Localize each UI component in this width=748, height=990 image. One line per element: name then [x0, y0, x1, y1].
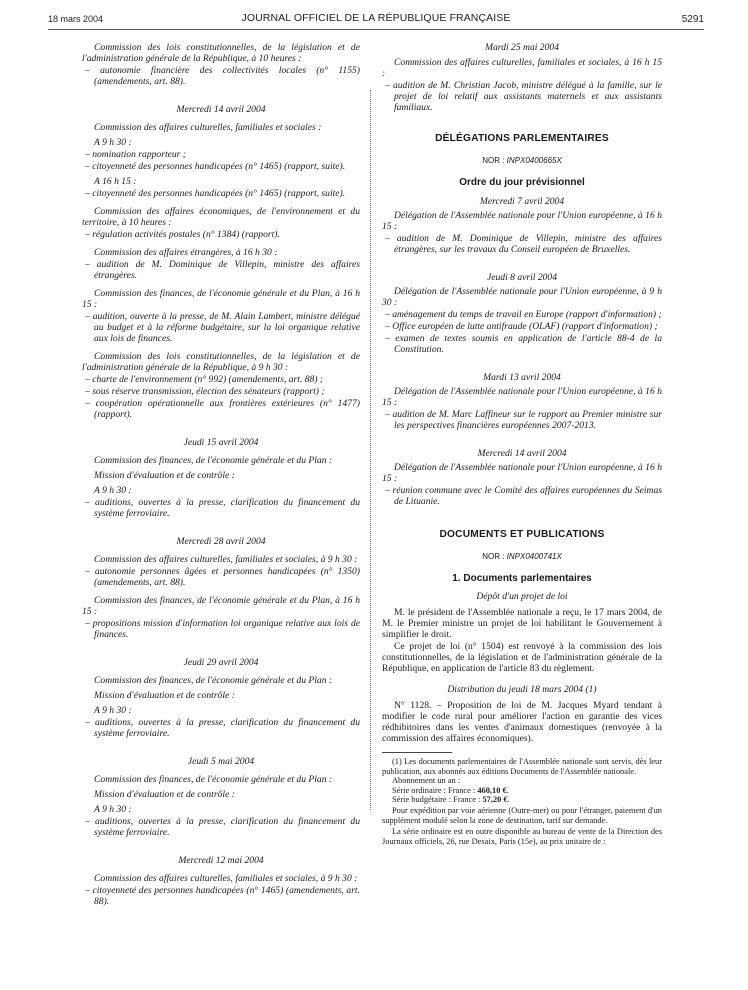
price-label: Série budgétaire : France :	[392, 795, 481, 805]
session-paragraph: Commission des affaires étrangères, à 16 h 30 :	[94, 247, 278, 258]
page-number: 5291	[681, 14, 704, 25]
agenda-item: – audition de M. Christian Jacob, ministre délégué à la famille, sur le projet de loi relatif aux assistants maternels et aux assistants familiaux.	[385, 80, 662, 113]
agenda-item: – autonomie personnes âgées et personnes handicapées (n° 1350) (amendements, art. 88).	[85, 566, 360, 588]
nor-code: INPX0400741X	[506, 552, 562, 561]
page-header	[48, 12, 704, 30]
nor-code: INPX0400665X	[506, 156, 562, 165]
agenda-item: – audition de M. Dominique de Villepin, ministre des affaires étrangères.	[85, 259, 360, 281]
body-paragraph: N° 1128. – Proposition de loi de M. Jacques Myard tendant à modifier le code rural pour améliorer l'action en garantie des vices rédhibitoires dans les ventes d'animaux domestiques (renvoyée à la commission des affaires économiques).	[382, 700, 662, 744]
agenda-item: – aménagement du temps de travail en Europe (rapport d'information) ;	[385, 309, 662, 320]
session-paragraph: Délégation de l'Assemblée nationale pour l'Union européenne, à 16 h 15 :	[382, 462, 662, 484]
agenda-item: – régulation activités postales (n° 1384) (rapport).	[85, 229, 280, 240]
session-paragraph: Commission des finances, de l'économie générale et du Plan :	[94, 455, 333, 466]
agenda-item: – audition de M. Dominique de Villepin, ministre des affaires étrangères, sur les travaux du Conseil européen de Bruxelles.	[385, 233, 662, 255]
session-time: A 9 h 30 :	[94, 137, 132, 148]
footnote-price-line: Série ordinaire : France : 460,10 €.	[392, 785, 509, 795]
agenda-item: – coopération opérationnelle aux frontières extérieures (n° 1477) (rapport).	[85, 398, 360, 420]
sub-subheading: Distribution du jeudi 18 mars 2004 (1)	[447, 684, 597, 695]
session-paragraph: Délégation de l'Assemblée nationale pour l'Union européenne, à 16 h 15 :	[382, 386, 662, 408]
footnote-text: La série ordinaire est en outre disponible au bureau de vente de la Direction des Journaux officiels, 26, rue Desaix, Paris (15e), au prix unitaire de :	[382, 827, 662, 846]
session-time: A 16 h 15 :	[94, 176, 137, 187]
agenda-item: – citoyenneté des personnes handicapées (n° 1465) (rapport, suite).	[85, 188, 346, 199]
left-column	[82, 42, 360, 907]
body-paragraph: M. le président de l'Assemblée nationale a reçu, le 17 mars 2004, de M. le Premier ministre un projet de loi habilitant le Gouvernement à simplifier le droit.	[382, 607, 662, 640]
section-heading-documents: DOCUMENTS ET PUBLICATIONS	[439, 529, 605, 540]
agenda-item: – citoyenneté des personnes handicapées (n° 1465) (amendements, art. 88).	[85, 885, 360, 907]
nor-reference	[382, 155, 662, 166]
footnote-text: (1) Les documents parlementaires de l'Assemblée nationale sont servis, dès leur publication, aux abonnés aux éditions Documents de l'Assemblée nationale.	[382, 757, 662, 776]
day-heading: Mercredi 14 avril 2004	[477, 448, 567, 459]
session-paragraph: Délégation de l'Assemblée nationale pour l'Union européenne, à 9 h 30 :	[382, 286, 662, 308]
session-time: A 9 h 30 :	[94, 485, 132, 496]
day-heading: Jeudi 5 mai 2004	[187, 756, 255, 767]
agenda-item: – auditions, ouvertes à la presse, clarification du financement du système ferroviaire.	[85, 816, 360, 838]
agenda-item: – audition, ouverte à la presse, de M. Alain Lambert, ministre délégué au budget et à la réforme budgétaire, sur la loi organique relative aux lois de finances.	[85, 311, 360, 344]
day-heading: Mercredi 28 avril 2004	[176, 536, 266, 547]
session-paragraph: Commission des affaires culturelles, familiales et sociales, à 9 h 30 :	[94, 873, 358, 884]
footnote-rule	[382, 752, 452, 753]
nor-label: NOR :	[482, 552, 505, 561]
agenda-item: – auditions, ouvertes à la presse, clarification du financement du système ferroviaire.	[85, 717, 360, 739]
agenda-item: – réunion commune avec le Comité des affaires européennes du Seimas de Lituanie.	[385, 485, 662, 507]
footnote-text: Pour expédition par voie aérienne (Outre-mer) ou pour l'étranger, paiement d'un supplément modulé selon la zone de destination, tarif sur demande.	[382, 805, 662, 825]
price-value: 460,10 €	[477, 785, 507, 795]
session-paragraph: Commission des affaires culturelles, familiales et sociales, à 16 h 15 :	[382, 57, 662, 79]
day-heading: Mercredi 12 mai 2004	[178, 855, 264, 866]
session-subtitle: Mission d'évaluation et de contrôle :	[94, 690, 235, 701]
header-rule	[48, 29, 704, 30]
right-column	[382, 42, 662, 846]
session-paragraph: Commission des finances, de l'économie générale et du Plan :	[94, 675, 333, 686]
session-subtitle: Mission d'évaluation et de contrôle :	[94, 789, 235, 800]
agenda-item: – audition de M. Marc Laffineur sur le rapport au Premier ministre sur les perspectives financières européennes 2007-2013.	[385, 409, 662, 431]
session-paragraph: Commission des finances, de l'économie générale et du Plan, à 16 h 15 :	[82, 288, 360, 310]
column-divider	[370, 90, 371, 810]
session-paragraph: Commission des lois constitutionnelles, de la législation et de l'administration générale de la République, à 10 heures :	[82, 42, 360, 64]
day-heading: Jeudi 8 avril 2004	[486, 272, 558, 283]
session-paragraph: Commission des affaires culturelles, familiales et sociales :	[94, 122, 322, 133]
nor-reference	[382, 551, 662, 562]
nor-label: NOR :	[482, 156, 505, 165]
agenda-item: – autonomie financière des collectivités locales (n° 1155) (amendements, art. 88).	[85, 65, 360, 87]
body-paragraph: Ce projet de loi (n° 1504) est renvoyé à la commission des lois constitutionnelles, de la législation et de l'administration générale de la République, en application de l'article 83 du règlement.	[382, 641, 662, 674]
agenda-item: – charte de l'environnement (n° 992) (amendements, art. 88) ;	[85, 374, 324, 385]
section-heading-delegations: DÉLÉGATIONS PARLEMENTAIRES	[435, 133, 609, 144]
journal-title: JOURNAL OFFICIEL DE LA RÉPUBLIQUE FRANÇAISE	[241, 12, 511, 24]
session-paragraph: Commission des affaires culturelles, familiales et sociales, à 9 h 30 :	[94, 554, 358, 565]
agenda-item: – citoyenneté des personnes handicapées (n° 1465) (rapport, suite).	[85, 161, 346, 172]
sub-subheading: Dépôt d'un projet de loi	[476, 591, 568, 602]
subsection-heading: Ordre du jour prévisionnel	[459, 177, 585, 188]
agenda-item: – Office européen de lutte antifraude (OLAF) (rapport d'information) ;	[385, 321, 658, 332]
session-paragraph: Commission des finances, de l'économie générale et du Plan, à 16 h 15 :	[82, 595, 360, 617]
agenda-item: – sous réserve transmission, élection des sénateurs (rapport) ;	[85, 386, 325, 397]
subsection-heading: 1. Documents parlementaires	[452, 573, 592, 584]
day-heading: Mardi 13 avril 2004	[483, 372, 561, 383]
agenda-item: – nomination rapporteur ;	[85, 149, 187, 160]
day-heading: Mercredi 7 avril 2004	[479, 196, 565, 207]
day-heading: Jeudi 29 avril 2004	[183, 657, 259, 668]
price-label: Série ordinaire : France :	[392, 785, 476, 795]
day-heading: Mercredi 14 avril 2004	[176, 104, 266, 115]
footnote-price-line: Série budgétaire : France : 57,20 €.	[392, 795, 510, 805]
price-value: 57,20 €	[482, 795, 508, 805]
session-paragraph: Commission des lois constitutionnelles, de la législation et de l'administration générale de la République, à 9 h 30 :	[82, 351, 360, 373]
session-paragraph: Délégation de l'Assemblée nationale pour l'Union européenne, à 16 h 15 :	[382, 210, 662, 232]
day-heading: Jeudi 15 avril 2004	[183, 437, 259, 448]
session-paragraph: Commission des finances, de l'économie générale et du Plan :	[94, 774, 333, 785]
agenda-item: – examen de textes soumis en application de l'article 88-4 de la Constitution.	[385, 333, 662, 355]
session-time: A 9 h 30 :	[94, 705, 132, 716]
session-subtitle: Mission d'évaluation et de contrôle :	[94, 470, 235, 481]
session-time: A 9 h 30 :	[94, 804, 132, 815]
day-heading: Mardi 25 mai 2004	[485, 42, 559, 53]
session-paragraph: Commission des affaires économiques, de l'environnement et du territoire, à 10 heures :	[82, 206, 360, 228]
header-date: 18 mars 2004	[48, 14, 104, 24]
footnote-line: Abonnement un an :	[392, 776, 461, 786]
agenda-item: – propositions mission d'information loi organique relative aux lois de finances.	[85, 618, 360, 640]
agenda-item: – auditions, ouvertes à la presse, clarification du financement du système ferroviaire.	[85, 497, 360, 519]
